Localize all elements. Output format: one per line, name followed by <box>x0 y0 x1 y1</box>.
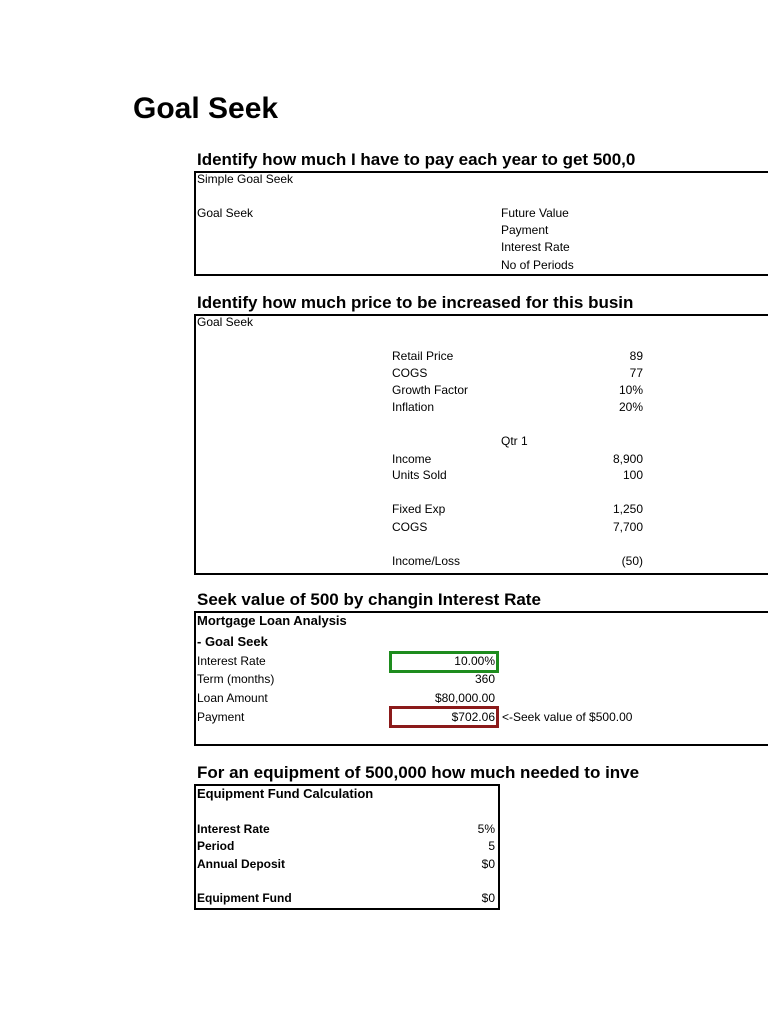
section3-heading: Seek value of 500 by changin Interest Rate <box>197 590 541 609</box>
row-value: 7,700 <box>612 520 643 534</box>
row-label: COGS <box>392 520 428 534</box>
equipment-title: Equipment Fund Calculation <box>197 786 374 801</box>
result-label: Income/Loss <box>392 554 461 568</box>
row-label: Retail Price <box>392 349 454 363</box>
page-title: Goal Seek <box>133 92 279 125</box>
row-value: 20% <box>618 400 643 414</box>
section1-item: No of Periods <box>501 258 574 272</box>
section1-item: Interest Rate <box>501 240 570 254</box>
row-label: Annual Deposit <box>197 857 286 871</box>
row-value: 77 <box>629 366 643 380</box>
payment-value: $702.06 <box>451 710 495 724</box>
row-label: Loan Amount <box>197 691 268 705</box>
mortgage-title: Mortgage Loan Analysis <box>197 613 347 628</box>
result-value: (50) <box>621 554 643 568</box>
row-value: 1,250 <box>612 502 643 516</box>
row-label: Interest Rate <box>197 654 266 668</box>
mortgage-subtitle: - Goal Seek <box>197 634 268 649</box>
section1-heading: Identify how much I have to pay each year to get 500,0 <box>197 150 636 169</box>
row-value: 100 <box>622 468 643 482</box>
row-value: 89 <box>629 349 643 363</box>
row-label: Term (months) <box>197 672 275 686</box>
row-value: $80,000.00 <box>434 691 495 705</box>
row-label: Income <box>392 452 432 466</box>
row-value: $0 <box>481 857 495 871</box>
row-value: 360 <box>474 672 495 686</box>
interest-rate-value: 10.00% <box>454 654 495 668</box>
row-value: 10% <box>618 383 643 397</box>
section2-label-top: Goal Seek <box>197 315 254 329</box>
section4-heading: For an equipment of 500,000 how much needed to inve <box>197 763 640 782</box>
row-value: 5% <box>477 822 495 836</box>
row-label: COGS <box>392 366 428 380</box>
result-value: $0 <box>481 891 495 905</box>
section1-box <box>194 171 768 276</box>
result-label: Equipment Fund <box>197 891 292 905</box>
section1-label-goal: Goal Seek <box>197 206 254 220</box>
row-label: Interest Rate <box>197 822 270 836</box>
row-label: Fixed Exp <box>392 502 446 516</box>
row-value: 5 <box>488 839 495 853</box>
qtr-header: Qtr 1 <box>501 434 528 448</box>
section2-box <box>194 314 768 575</box>
row-label: Payment <box>197 710 245 724</box>
row-label: Growth Factor <box>392 383 469 397</box>
row-value: 8,900 <box>612 452 643 466</box>
section1-item: Payment <box>501 223 549 237</box>
section2-heading: Identify how much price to be increased for this busin <box>197 293 634 312</box>
row-label: Period <box>197 839 235 853</box>
section1-item: Future Value <box>501 206 569 220</box>
row-label: Units Sold <box>392 468 447 482</box>
row-label: Inflation <box>392 400 435 414</box>
section1-label-top: Simple Goal Seek <box>197 172 294 186</box>
seek-note: <-Seek value of $500.00 <box>502 710 633 724</box>
